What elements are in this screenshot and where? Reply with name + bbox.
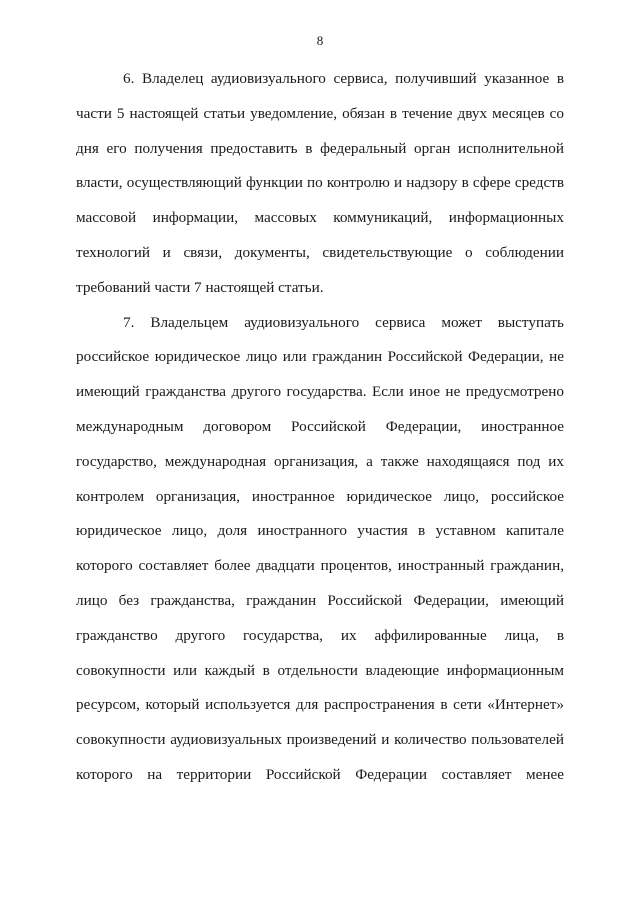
text-line: дня его получения предоставить в федеральный орган исполнительной — [76, 139, 564, 157]
text-line: ресурсом, который используется для распространения в сети «Интернет» — [76, 696, 564, 714]
text-line: гражданство другого государства, их аффилированные лица, в — [76, 626, 564, 644]
text-line: 7. Владельцем аудиовизуального сервиса может выступать — [123, 313, 564, 331]
text-line: юридическое лицо, доля иностранного участия в уставном капитале — [76, 522, 564, 540]
text-line: совокупности аудиовизуальных произведений и количество пользователей — [76, 731, 564, 749]
text-line: власти, осуществляющий функции по контролю и надзору в сфере средств — [76, 174, 564, 192]
text-line: требований части 7 настоящей статьи. — [76, 278, 324, 296]
paragraph-6 — [76, 62, 564, 306]
text-line: совокупности или каждый в отдельности владеющие информационным — [76, 661, 564, 679]
paragraph-7 — [76, 306, 564, 793]
text-line: имеющий гражданства другого государства. Если иное не предусмотрено — [76, 383, 564, 401]
document-body — [76, 62, 564, 793]
text-line: государство, международная организация, а также находящаяся под их — [76, 452, 564, 470]
text-line: контролем организация, иностранное юридическое лицо, российское — [76, 487, 564, 505]
text-line: технологий и связи, документы, свидетельствующие о соблюдении — [76, 243, 564, 261]
text-line: которого составляет более двадцати процентов, иностранный гражданин, — [76, 557, 564, 575]
text-line: массовой информации, массовых коммуникаций, информационных — [76, 209, 564, 227]
text-line: лицо без гражданства, гражданин Российской Федерации, имеющий — [76, 591, 564, 609]
page-number: 8 — [316, 33, 324, 48]
text-line: 6. Владелец аудиовизуального сервиса, получивший указанное в — [123, 70, 564, 87]
text-line: части 5 настоящей статьи уведомление, обязан в течение двух месяцев со — [76, 104, 564, 122]
text-line: российское юридическое лицо или гражданин Российской Федерации, не — [76, 348, 564, 366]
text-line: которого на территории Российской Федерации составляет менее — [76, 765, 564, 783]
text-line: международным договором Российской Федерации, иностранное — [76, 417, 564, 435]
